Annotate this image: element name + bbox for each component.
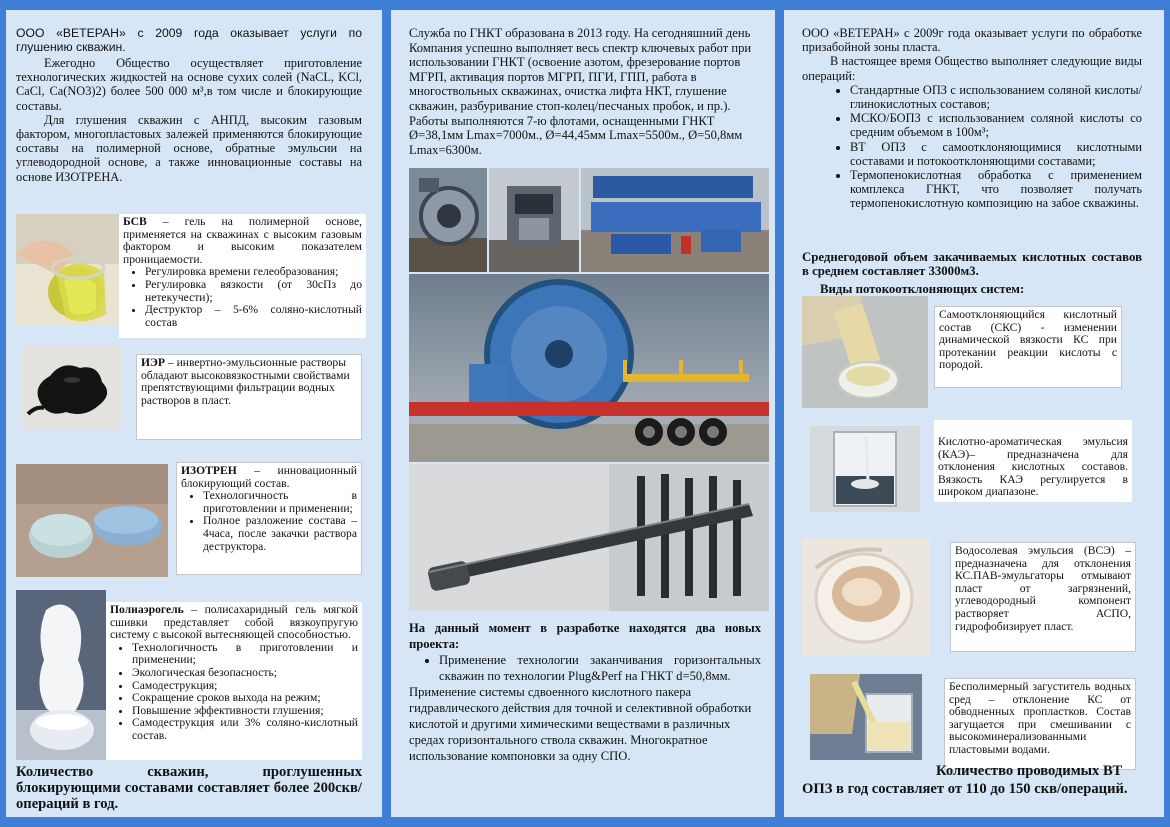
list-item: • МСКО/БОПЗ с использованием соляной кислоты со средним объемом в 100м³;	[850, 111, 1142, 139]
bsv-desc: – гель на полимерной основе, применяется на скважинах с высоким газовым фактором и высоким показателем проницаемости.	[123, 215, 362, 266]
ier-term: ИЭР	[141, 356, 165, 369]
panel3-intro-1: ООО «ВЕТЕРАН» с 2009г года оказывает услуги по обработке призабойной зоны пласта.	[802, 26, 1142, 55]
list-item: • Технологичность в приготовлении и применении;	[132, 642, 358, 667]
polyaerogel-desc: – полисахаридный гель мягкой сшивки представляет собой вязкоупругую систему с высокой вытесняющей способностью.	[110, 603, 358, 642]
panel2-projects	[409, 620, 761, 764]
izotren-box	[176, 462, 362, 575]
thickener-photo	[810, 674, 922, 760]
sks-box	[934, 306, 1122, 388]
panel-well-killing	[6, 10, 382, 817]
avg-volume: Среднегодовой объем закачиваемых кислотных составов в среднем составляет 33000м3.	[802, 250, 1142, 279]
list-item: • Самодеструкция или 3% соляно-кислотный состав.	[132, 717, 358, 742]
vse-text: Водосолевая эмульсия (ВСЭ) – предназначена для отклонения КС.ПАВ-эмульгаторы отмывают пласт от загрязнений, углеводородный компонент растворяет АСПО, гидрофобизирует пласт.	[955, 544, 1131, 633]
bsv-term: БСВ	[123, 215, 147, 228]
equipment-photo-3	[581, 168, 769, 272]
list-item: • ВТ ОПЗ с самоотклоняющимися кислотными составами и потокоотклоняющими составами;	[850, 140, 1142, 168]
kae-box	[934, 420, 1132, 502]
flow-systems-title: Виды потокоотклоняющих систем:	[820, 282, 1025, 296]
list-item: • Регулировка времени гелеобразования;	[145, 266, 362, 279]
vse-photo	[802, 538, 930, 656]
panel-coiled-tubing	[391, 10, 775, 817]
panel3-summary: Количество проводимых ВТ ОПЗ в год составляет от 110 до 150 скв/операций.	[802, 763, 1128, 797]
panel3-intro	[802, 26, 1142, 211]
equipment-photo-1	[409, 168, 487, 272]
panel1-body	[16, 56, 362, 184]
list-item: • Технологичность в приготовлении и применении;	[203, 490, 357, 515]
projects-text: Применение системы сдвоенного кислотного пакера гидравлического действия для точной и селективной обработки кислотой и другими химическими веществами в различных средах горизонтального ствола скважин. Многократное использование компоновки за одну СПО.	[409, 685, 752, 763]
projects-list	[409, 652, 761, 684]
bsv-list	[123, 266, 362, 329]
polyaerogel-box	[106, 602, 362, 760]
bsv-photo	[16, 214, 119, 326]
kae-photo	[810, 426, 920, 512]
sks-photo	[802, 296, 928, 408]
panel1-summary: Количество скважин, проглушенных блокирующими составами составляет более 200скв/операций в год.	[16, 764, 362, 812]
list-item: • Термопенокислотная обработка с применением комплекса ГНКТ, что позволяет получать термопенокислотную композицию на забое скважины.	[850, 168, 1142, 211]
panel2-intro: Служба по ГНКТ образована в 2013 году. На сегодняшний день Компания успешно выполняет весь спектр ключевых работ при использовании ГНКТ (освоение азотом, фрезерование портов МГРП, активация портов МГРП, ПГИ, ГПП, работа в многоствольных скважинах, очистка лифта НКТ, глушение скважин, разбуривание стоп-колец/песчаных пробок, и пр.). Работы выполняются 7-ю флотами, оснащенными ГНКТ Ø=38,1мм Lmax=7000м., Ø=44,45мм Lmax=5500м., Ø=50,8мм Lmax=6300м.	[409, 26, 752, 157]
equipment-photo-2	[489, 168, 579, 272]
list-item: • Регулировка вязкости (от 30сПз до нетекучести);	[145, 279, 362, 304]
ier-photo	[22, 346, 121, 430]
list-item: • Самодеструкция;	[132, 680, 358, 693]
kae-text: Кислотно-ароматическая эмульсия (КАЭ)– предназначена для отклонения кислотных составов. Вязкость КАЭ регулируется в широком диапазоне.	[938, 435, 1128, 499]
panel1-intro-3: Для глушения скважин с АНПД, высоким газовым фактором, многопластовых залежей применяются блокирующие составы на полимерной основе, обратные эмульсии на углеводородной основе, а также инновационные составы на основе ИЗОТРЕНА.	[16, 112, 362, 184]
list-item: • Повышение эффективности глушения;	[132, 705, 358, 718]
vse-box	[950, 542, 1136, 652]
izotren-desc: – инновационный блокирующий состав.	[181, 464, 357, 490]
list-item: • Полное разложение состава – 4часа, после закачки раствора деструктора.	[203, 515, 357, 553]
izotren-photo	[16, 464, 168, 577]
izotren-term: ИЗОТРЕН	[181, 464, 237, 477]
panel1-intro	[16, 26, 362, 55]
panel3-operations-list	[802, 83, 1142, 211]
ier-desc: – инвертно-эмульсионные растворы обладают высоковязкостными свойствами препятствующими фильтрации водных растворов в пласт.	[141, 356, 350, 407]
panel1-intro-1: ООО «ВЕТЕРАН» с 2009 года оказывает услуги по глушению скважин.	[16, 26, 362, 55]
list-item: • Применение технологии заканчивания горизонтальных скважин по технологии Plug&Perf на ГНКТ d=50,8мм.	[439, 652, 761, 684]
thickener-text: Бесполимерный загуститель водных сред – отклонение КС от обводненных пропластков. Состав загущается при смешивании с высокоминерализованными пластовыми водами.	[949, 680, 1131, 756]
list-item: • Стандартные ОПЗ с использованием соляной кислоты/глинокислотных составов;	[850, 83, 1142, 111]
ier-box	[136, 354, 362, 440]
list-item: • Деструктор – 5-6% соляно-кислотный состав	[145, 304, 362, 329]
list-item: • Сокращение сроков выхода на режим;	[132, 692, 358, 705]
polyaerogel-photo	[16, 590, 106, 760]
projects-title: На данный момент в разработке находятся два новых проекта:	[409, 621, 761, 651]
downhole-tool-photo	[409, 464, 769, 611]
panel1-intro-2: Ежегодно Общество осуществляет приготовление технологических жидкостей на основе сухих солей (NaCL, KCl, CaCl, Ca(NO3)2) более 500 000 м³,в том числе и блокирующие составы.	[16, 56, 362, 113]
izotren-list	[181, 490, 357, 553]
panel-acid-treatment	[784, 10, 1164, 817]
list-item: • Экологическая безопасность;	[132, 667, 358, 680]
coiled-tubing-truck-photo	[409, 274, 769, 462]
bsv-box	[119, 214, 366, 338]
polyaerogel-list	[110, 642, 358, 743]
sks-text: Самоотклоняющийся кислотный состав (СКС) - изменении динамической вязкости КС при протекании реакции кислоты с породой.	[939, 308, 1117, 372]
thickener-box	[944, 678, 1136, 770]
panel3-intro-2: В настоящее время Общество выполняет следующие виды операций:	[802, 54, 1142, 83]
polyaerogel-term: Полиаэрогель	[110, 603, 184, 616]
